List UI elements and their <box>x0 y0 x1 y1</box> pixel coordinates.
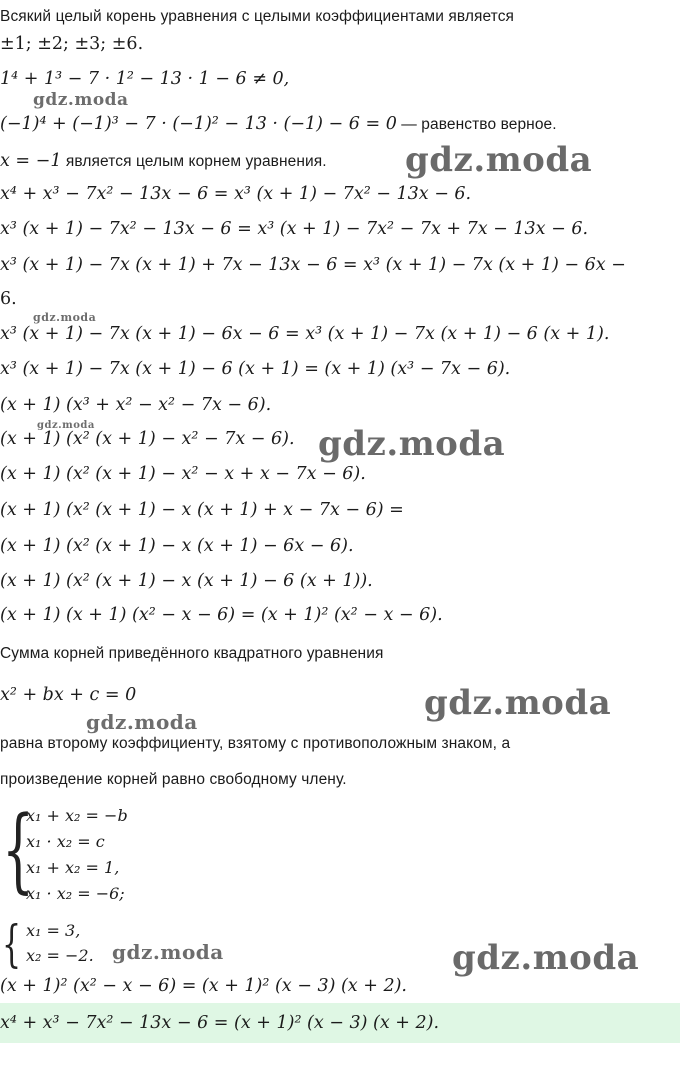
quadratic-equation: x² + bx + c = 0 <box>0 685 137 705</box>
check-root-minus-1-math: (−1)⁴ + (−1)³ − 7 · (−1)² − 13 · (−1) − 6 = 0 <box>0 114 397 134</box>
step-10: (x + 1) (x² (x + 1) − x (x + 1) − 6x − 6). <box>0 536 354 556</box>
step-4: x³ (x + 1) − 7x (x + 1) − 6x − 6 = x³ (x + 1) − 7x (x + 1) − 6 (x + 1). <box>0 324 610 344</box>
step-8: (x + 1) (x² (x + 1) − x² − x + x − 7x − 6). <box>0 464 366 484</box>
root-statement-text: является целым корнем уравнения. <box>61 153 327 170</box>
system2-eq2: x₂ = −2. <box>26 946 94 965</box>
system1-eq4: x₁ · x₂ = −6; <box>26 884 125 903</box>
vieta-text-3: произведение корней равно свободному члену. <box>0 771 347 788</box>
watermark-7: gdz.moda <box>86 710 198 734</box>
watermark-8: gdz.moda <box>112 940 224 964</box>
intro-text: Всякий целый корень уравнения с целыми коэффициентами является <box>0 8 515 25</box>
system1-eq3: x₁ + x₂ = 1, <box>26 858 120 877</box>
root-statement-math: x = −1 <box>0 151 62 171</box>
final-factoring: (x + 1)² (x² − x − 6) = (x + 1)² (x − 3) (x + 2). <box>0 976 407 996</box>
step-11: (x + 1) (x² (x + 1) − x (x + 1) − 6 (x + 1)). <box>0 571 373 591</box>
step-12: (x + 1) (x + 1) (x² − x − 6) = (x + 1)² (x² − x − 6). <box>0 605 443 625</box>
vieta-text-2: равна второму коэффициенту, взятому с противоположным знаком, а <box>0 735 511 752</box>
step-3-wrap: 6. <box>0 289 17 309</box>
check-root-minus-1 <box>0 114 557 134</box>
watermark-4: gdz.moda <box>37 420 95 431</box>
step-9: (x + 1) (x² (x + 1) − x (x + 1) + x − 7x − 6) = <box>0 500 404 520</box>
system1-eq1: x₁ + x₂ = −b <box>26 806 128 825</box>
watermark-9: gdz.moda <box>452 938 640 978</box>
vieta-text-1: Сумма корней приведённого квадратного уравнения <box>0 645 384 662</box>
system2-eq1: x₁ = 3, <box>26 921 81 940</box>
final-answer: x⁴ + x³ − 7x² − 13x − 6 = (x + 1)² (x − 3) (x + 2). <box>0 1013 440 1033</box>
watermark-1: gdz.moda <box>33 90 129 110</box>
watermark-3: gdz.moda <box>33 311 97 324</box>
candidate-roots: ±1; ±2; ±3; ±6. <box>0 34 144 54</box>
system1-eq2: x₁ · x₂ = c <box>26 832 105 851</box>
step-2: x³ (x + 1) − 7x² − 13x − 6 = x³ (x + 1) − 7x² − 7x + 7x − 13x − 6. <box>0 219 589 239</box>
watermark-6: gdz.moda <box>424 683 612 723</box>
check-root-minus-1-text: — равенство верное. <box>396 116 557 133</box>
watermark-2: gdz.moda <box>405 140 593 180</box>
check-root-1: 1⁴ + 1³ − 7 · 1² − 13 · 1 − 6 ≠ 0, <box>0 69 290 89</box>
watermark-5: gdz.moda <box>318 424 506 464</box>
step-3: x³ (x + 1) − 7x (x + 1) + 7x − 13x − 6 = x³ (x + 1) − 7x (x + 1) − 6x − <box>0 255 626 275</box>
step-7: (x + 1) (x² (x + 1) − x² − 7x − 6). <box>0 429 295 449</box>
system-brace-2: { <box>2 915 22 973</box>
step-6: (x + 1) (x³ + x² − x² − 7x − 6). <box>0 395 272 415</box>
step-5: x³ (x + 1) − 7x (x + 1) − 6 (x + 1) = (x + 1) (x³ − 7x − 6). <box>0 359 511 379</box>
step-1: x⁴ + x³ − 7x² − 13x − 6 = x³ (x + 1) − 7x² − 13x − 6. <box>0 184 472 204</box>
root-statement <box>0 151 327 171</box>
system-brace-1: { <box>2 796 35 903</box>
